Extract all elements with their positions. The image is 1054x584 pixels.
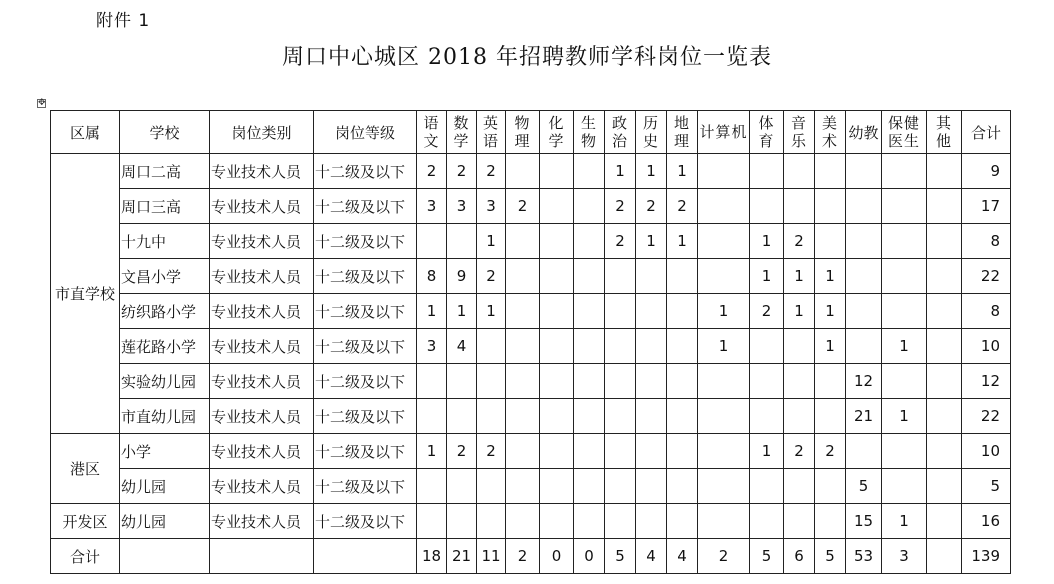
count-cell	[882, 154, 927, 189]
count-cell	[882, 259, 927, 294]
total-count-cell: 3	[882, 539, 927, 574]
header-district: 区属	[51, 111, 120, 154]
count-cell	[882, 469, 927, 504]
total-count-cell: 6	[784, 539, 815, 574]
count-cell: 3	[417, 189, 447, 224]
annex-label: 附件 1	[96, 11, 151, 31]
header-subject-history	[636, 111, 667, 154]
count-cell	[698, 189, 750, 224]
total-count-cell: 11	[477, 539, 506, 574]
count-cell	[882, 364, 927, 399]
count-cell	[667, 399, 698, 434]
count-cell: 4	[447, 329, 477, 364]
table-row	[51, 154, 1011, 189]
header-subject-music	[784, 111, 815, 154]
header-subject-computer	[698, 111, 750, 154]
category-cell: 专业技术人员	[210, 259, 314, 294]
category-cell: 专业技术人员	[210, 189, 314, 224]
school-cell: 十九中	[120, 224, 210, 259]
count-cell	[477, 364, 506, 399]
count-cell	[574, 434, 605, 469]
total-count-cell: 21	[447, 539, 477, 574]
count-cell	[927, 504, 962, 539]
category-cell: 专业技术人员	[210, 469, 314, 504]
count-cell	[750, 189, 784, 224]
count-cell: 2	[506, 189, 540, 224]
school-cell: 幼儿园	[120, 504, 210, 539]
count-cell	[574, 189, 605, 224]
header-subject-preschool	[846, 111, 882, 154]
count-cell: 1	[417, 434, 447, 469]
row-total-cell: 22	[962, 259, 1011, 294]
row-total-cell: 16	[962, 504, 1011, 539]
school-cell: 纺织路小学	[120, 294, 210, 329]
table-move-handle-icon[interactable]: ✥	[38, 98, 46, 108]
count-cell: 2	[815, 434, 846, 469]
count-cell	[417, 224, 447, 259]
level-cell: 十二级及以下	[314, 434, 417, 469]
count-cell	[540, 329, 574, 364]
count-cell	[846, 434, 882, 469]
count-cell	[636, 294, 667, 329]
empty-cell	[314, 539, 417, 574]
count-cell	[882, 434, 927, 469]
count-cell	[605, 399, 636, 434]
count-cell	[574, 364, 605, 399]
row-total-cell: 9	[962, 154, 1011, 189]
count-cell	[636, 259, 667, 294]
count-cell	[750, 469, 784, 504]
count-cell	[698, 364, 750, 399]
count-cell	[927, 154, 962, 189]
row-total-cell: 12	[962, 364, 1011, 399]
count-cell: 1	[882, 504, 927, 539]
count-cell	[927, 364, 962, 399]
count-cell: 1	[882, 399, 927, 434]
count-cell: 8	[417, 259, 447, 294]
count-cell	[540, 154, 574, 189]
count-cell	[750, 364, 784, 399]
count-cell	[540, 469, 574, 504]
count-cell: 1	[447, 294, 477, 329]
count-cell	[506, 504, 540, 539]
count-cell	[927, 259, 962, 294]
header-subject-biology	[574, 111, 605, 154]
count-cell	[698, 399, 750, 434]
header-subject-chinese	[417, 111, 447, 154]
table-row	[51, 399, 1011, 434]
count-cell: 15	[846, 504, 882, 539]
count-cell	[667, 364, 698, 399]
header-subject-label: 英语	[482, 114, 499, 150]
count-cell	[574, 259, 605, 294]
count-cell	[846, 154, 882, 189]
count-cell: 2	[477, 154, 506, 189]
count-cell	[574, 294, 605, 329]
count-cell	[605, 259, 636, 294]
header-subject-geography	[667, 111, 698, 154]
level-cell: 十二级及以下	[314, 154, 417, 189]
category-cell: 专业技术人员	[210, 434, 314, 469]
count-cell	[698, 434, 750, 469]
count-cell	[927, 329, 962, 364]
category-cell: 专业技术人员	[210, 154, 314, 189]
count-cell	[605, 434, 636, 469]
count-cell	[927, 469, 962, 504]
header-subject-art	[815, 111, 846, 154]
count-cell: 9	[447, 259, 477, 294]
school-cell: 周口三高	[120, 189, 210, 224]
row-total-cell: 10	[962, 329, 1011, 364]
table-row	[51, 504, 1011, 539]
count-cell	[540, 259, 574, 294]
recruitment-table	[50, 110, 1011, 574]
document-title: 周口中心城区 2018 年招聘教师学科岗位一览表	[282, 45, 772, 70]
count-cell	[784, 399, 815, 434]
count-cell: 12	[846, 364, 882, 399]
count-cell	[574, 399, 605, 434]
level-cell: 十二级及以下	[314, 294, 417, 329]
total-count-cell: 4	[636, 539, 667, 574]
count-cell	[477, 469, 506, 504]
row-total-cell: 22	[962, 399, 1011, 434]
level-cell: 十二级及以下	[314, 224, 417, 259]
level-cell: 十二级及以下	[314, 259, 417, 294]
count-cell	[540, 364, 574, 399]
count-cell	[698, 154, 750, 189]
total-count-cell	[927, 539, 962, 574]
header-level: 岗位等级	[314, 111, 417, 154]
count-cell	[927, 434, 962, 469]
count-cell: 21	[846, 399, 882, 434]
count-cell: 1	[784, 259, 815, 294]
count-cell: 1	[477, 294, 506, 329]
count-cell: 1	[815, 329, 846, 364]
count-cell	[636, 399, 667, 434]
header-subject-other	[927, 111, 962, 154]
count-cell	[846, 259, 882, 294]
total-count-cell: 2	[506, 539, 540, 574]
count-cell	[540, 434, 574, 469]
count-cell: 5	[846, 469, 882, 504]
count-cell: 1	[477, 224, 506, 259]
count-cell	[540, 399, 574, 434]
count-cell: 2	[605, 224, 636, 259]
count-cell	[636, 329, 667, 364]
count-cell	[477, 504, 506, 539]
count-cell	[815, 224, 846, 259]
total-count-cell: 0	[574, 539, 605, 574]
header-category: 岗位类别	[210, 111, 314, 154]
count-cell	[846, 329, 882, 364]
category-cell: 专业技术人员	[210, 294, 314, 329]
district-cell: 市直学校	[51, 154, 120, 434]
count-cell	[667, 329, 698, 364]
count-cell	[574, 154, 605, 189]
table-row	[51, 189, 1011, 224]
count-cell	[667, 294, 698, 329]
count-cell	[815, 504, 846, 539]
header-subject-pe	[750, 111, 784, 154]
level-cell: 十二级及以下	[314, 329, 417, 364]
count-cell	[882, 189, 927, 224]
count-cell	[784, 189, 815, 224]
count-cell: 1	[750, 224, 784, 259]
category-cell: 专业技术人员	[210, 329, 314, 364]
count-cell	[605, 469, 636, 504]
total-count-cell: 5	[605, 539, 636, 574]
count-cell	[506, 154, 540, 189]
header-school: 学校	[120, 111, 210, 154]
count-cell: 2	[750, 294, 784, 329]
header-subject-label: 语文	[423, 114, 440, 150]
header-subject-label: 体育	[758, 114, 775, 150]
school-cell: 幼儿园	[120, 469, 210, 504]
header-subject-label: 幼教	[848, 123, 879, 142]
school-cell: 小学	[120, 434, 210, 469]
count-cell: 2	[784, 224, 815, 259]
count-cell	[784, 154, 815, 189]
header-subject-label: 其他	[935, 114, 952, 150]
count-cell	[784, 469, 815, 504]
count-cell	[667, 469, 698, 504]
count-cell	[750, 154, 784, 189]
table-row	[51, 259, 1011, 294]
count-cell	[698, 259, 750, 294]
district-cell: 开发区	[51, 504, 120, 539]
count-cell: 1	[750, 259, 784, 294]
count-cell	[846, 189, 882, 224]
count-cell: 1	[784, 294, 815, 329]
count-cell	[574, 469, 605, 504]
header-subject-label: 音乐	[790, 114, 807, 150]
table-row	[51, 224, 1011, 259]
count-cell	[540, 504, 574, 539]
header-subject-label: 生物	[580, 114, 597, 150]
header-subject-label: 保健医生	[887, 114, 920, 150]
count-cell	[784, 329, 815, 364]
count-cell: 2	[784, 434, 815, 469]
total-count-cell: 0	[540, 539, 574, 574]
count-cell	[447, 224, 477, 259]
count-cell	[815, 469, 846, 504]
header-subject-label: 地理	[673, 114, 690, 150]
header-subject-chemistry	[540, 111, 574, 154]
count-cell: 1	[815, 294, 846, 329]
count-cell: 1	[636, 154, 667, 189]
count-cell	[882, 294, 927, 329]
count-cell	[750, 329, 784, 364]
count-cell	[477, 329, 506, 364]
row-total-cell: 8	[962, 224, 1011, 259]
count-cell	[417, 399, 447, 434]
count-cell	[698, 504, 750, 539]
count-cell	[667, 434, 698, 469]
count-cell	[846, 294, 882, 329]
category-cell: 专业技术人员	[210, 504, 314, 539]
total-count-cell: 53	[846, 539, 882, 574]
count-cell	[574, 329, 605, 364]
count-cell: 1	[750, 434, 784, 469]
count-cell	[927, 399, 962, 434]
count-cell	[506, 399, 540, 434]
grand-total-cell: 139	[962, 539, 1011, 574]
count-cell	[815, 154, 846, 189]
table-row	[51, 294, 1011, 329]
count-cell: 1	[815, 259, 846, 294]
level-cell: 十二级及以下	[314, 504, 417, 539]
count-cell	[927, 189, 962, 224]
count-cell: 2	[636, 189, 667, 224]
count-cell: 2	[417, 154, 447, 189]
count-cell	[506, 259, 540, 294]
school-cell: 文昌小学	[120, 259, 210, 294]
total-count-cell: 5	[750, 539, 784, 574]
level-cell: 十二级及以下	[314, 364, 417, 399]
count-cell	[506, 364, 540, 399]
row-total-cell: 17	[962, 189, 1011, 224]
total-count-cell: 18	[417, 539, 447, 574]
count-cell	[506, 329, 540, 364]
row-total-cell: 8	[962, 294, 1011, 329]
count-cell: 3	[447, 189, 477, 224]
category-cell: 专业技术人员	[210, 399, 314, 434]
count-cell	[605, 294, 636, 329]
row-total-cell: 10	[962, 434, 1011, 469]
count-cell: 1	[605, 154, 636, 189]
header-total: 合计	[962, 111, 1011, 154]
header-subject-label: 数学	[453, 114, 470, 150]
count-cell: 1	[417, 294, 447, 329]
header-subject-label: 计算机	[699, 123, 748, 141]
header-subject-politics	[605, 111, 636, 154]
header-subject-english	[477, 111, 506, 154]
count-cell	[927, 294, 962, 329]
count-cell: 1	[636, 224, 667, 259]
count-cell	[477, 399, 506, 434]
count-cell	[636, 504, 667, 539]
count-cell: 2	[447, 434, 477, 469]
count-cell	[750, 399, 784, 434]
count-cell: 1	[698, 294, 750, 329]
count-cell: 2	[667, 189, 698, 224]
count-cell	[417, 364, 447, 399]
totals-label: 合计	[51, 539, 120, 574]
total-count-cell: 2	[698, 539, 750, 574]
level-cell: 十二级及以下	[314, 399, 417, 434]
count-cell: 1	[667, 154, 698, 189]
table-row	[51, 329, 1011, 364]
count-cell	[417, 469, 447, 504]
count-cell	[506, 224, 540, 259]
header-subject-label: 美术	[821, 114, 838, 150]
totals-row	[51, 539, 1011, 574]
count-cell	[506, 434, 540, 469]
count-cell: 2	[477, 259, 506, 294]
school-cell: 周口二高	[120, 154, 210, 189]
category-cell: 专业技术人员	[210, 364, 314, 399]
count-cell: 3	[477, 189, 506, 224]
district-cell: 港区	[51, 434, 120, 504]
count-cell	[750, 504, 784, 539]
count-cell	[846, 224, 882, 259]
count-cell	[927, 224, 962, 259]
table-row	[51, 364, 1011, 399]
row-total-cell: 5	[962, 469, 1011, 504]
header-subject-physics	[506, 111, 540, 154]
category-cell: 专业技术人员	[210, 224, 314, 259]
count-cell	[815, 189, 846, 224]
count-cell	[540, 294, 574, 329]
count-cell: 2	[447, 154, 477, 189]
count-cell	[636, 434, 667, 469]
count-cell	[698, 469, 750, 504]
table-row	[51, 434, 1011, 469]
count-cell	[540, 224, 574, 259]
count-cell	[815, 399, 846, 434]
count-cell	[882, 224, 927, 259]
count-cell	[667, 259, 698, 294]
count-cell	[605, 364, 636, 399]
count-cell: 2	[477, 434, 506, 469]
header-subject-label: 政治	[611, 114, 628, 150]
header-row	[51, 111, 1011, 154]
school-cell: 莲花路小学	[120, 329, 210, 364]
count-cell: 1	[882, 329, 927, 364]
header-subject-label: 历史	[642, 114, 659, 150]
count-cell	[667, 504, 698, 539]
count-cell: 3	[417, 329, 447, 364]
count-cell	[417, 504, 447, 539]
count-cell: 1	[667, 224, 698, 259]
count-cell	[447, 504, 477, 539]
count-cell	[605, 329, 636, 364]
table-row	[51, 469, 1011, 504]
count-cell	[698, 224, 750, 259]
school-cell: 市直幼儿园	[120, 399, 210, 434]
count-cell	[447, 364, 477, 399]
header-subject-label: 化学	[548, 114, 565, 150]
count-cell	[605, 504, 636, 539]
count-cell	[815, 364, 846, 399]
total-count-cell: 4	[667, 539, 698, 574]
level-cell: 十二级及以下	[314, 469, 417, 504]
empty-cell	[120, 539, 210, 574]
count-cell	[506, 469, 540, 504]
count-cell	[636, 469, 667, 504]
count-cell	[506, 294, 540, 329]
count-cell	[784, 504, 815, 539]
count-cell: 1	[698, 329, 750, 364]
count-cell	[784, 364, 815, 399]
total-count-cell: 5	[815, 539, 846, 574]
header-subject-label: 物理	[514, 114, 531, 150]
header-subject-health	[882, 111, 927, 154]
count-cell: 2	[605, 189, 636, 224]
school-cell: 实验幼儿园	[120, 364, 210, 399]
count-cell	[540, 189, 574, 224]
count-cell	[574, 224, 605, 259]
count-cell	[447, 399, 477, 434]
header-subject-math	[447, 111, 477, 154]
count-cell	[574, 504, 605, 539]
empty-cell	[210, 539, 314, 574]
count-cell	[636, 364, 667, 399]
level-cell: 十二级及以下	[314, 189, 417, 224]
count-cell	[447, 469, 477, 504]
